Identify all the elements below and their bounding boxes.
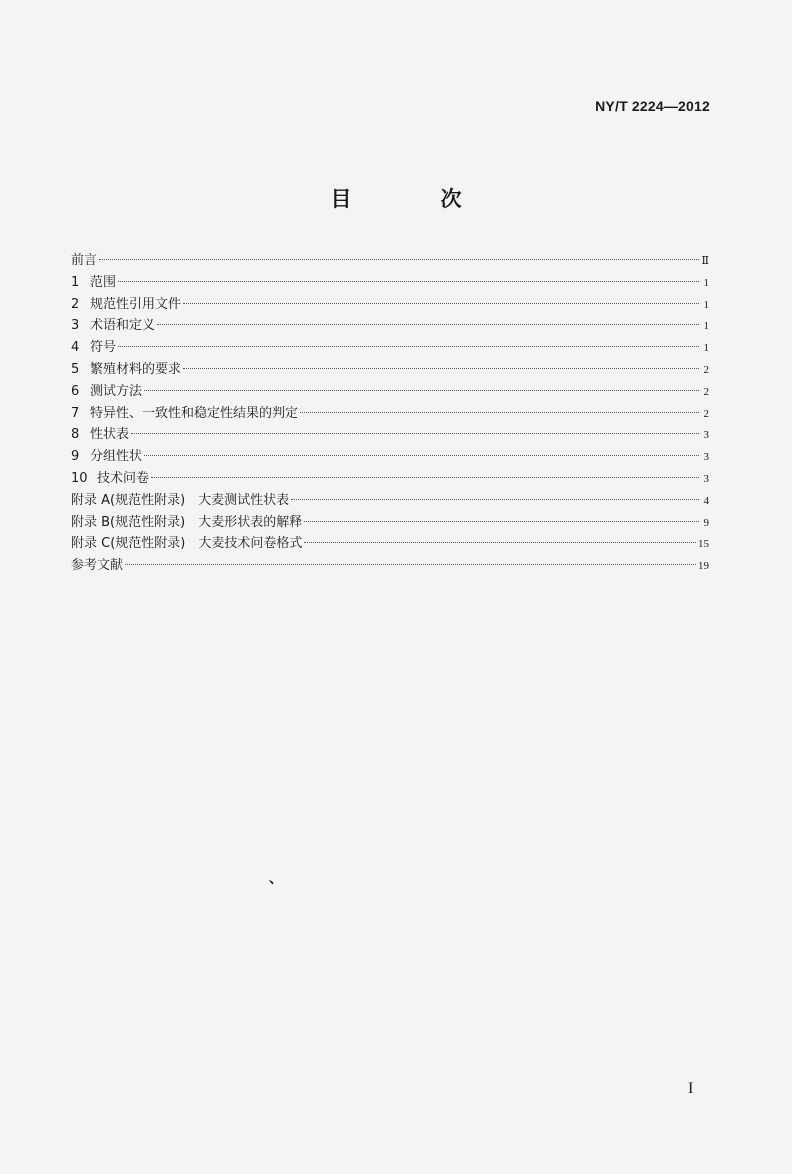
toc-entry[interactable] bbox=[71, 380, 709, 402]
toc-entry[interactable] bbox=[71, 336, 709, 358]
toc-entry-number: 8 bbox=[71, 427, 80, 443]
toc-entry-number: 9 bbox=[71, 449, 80, 465]
toc-entry-page: 2 bbox=[703, 385, 709, 398]
toc-entry[interactable] bbox=[71, 293, 709, 315]
toc-dot-leader bbox=[291, 499, 699, 500]
toc-entry-number: 4 bbox=[71, 340, 80, 356]
toc-entry[interactable] bbox=[71, 445, 709, 467]
toc-entry-page: 1 bbox=[703, 298, 709, 311]
page-title: 目 次 bbox=[330, 187, 496, 211]
toc-entry-title: 测试方法 bbox=[90, 383, 143, 399]
toc-entry-page: 1 bbox=[703, 276, 709, 289]
toc-entry-page: 2 bbox=[703, 363, 709, 376]
toc-entry-title: 术语和定义 bbox=[90, 318, 156, 334]
toc-dot-leader bbox=[183, 303, 699, 304]
toc-dot-leader bbox=[151, 477, 699, 478]
toc-entry-page: 15 bbox=[698, 538, 709, 551]
toc-entry[interactable] bbox=[71, 511, 709, 533]
toc-entry-number: 6 bbox=[71, 383, 80, 399]
toc-entry[interactable] bbox=[71, 467, 709, 489]
toc-entry-title: 符号 bbox=[90, 340, 117, 356]
toc-entry-page: 1 bbox=[703, 342, 709, 355]
toc-entry-page: 3 bbox=[703, 451, 709, 464]
toc-dot-leader bbox=[300, 412, 699, 413]
toc-dot-leader bbox=[144, 390, 699, 391]
toc-entry-title: 参考文献 bbox=[71, 558, 124, 574]
toc-entry-title: 附录 B(规范性附录) 大麦形状表的解释 bbox=[71, 514, 303, 530]
toc-entry-page: 2 bbox=[703, 407, 709, 420]
toc-entry-title: 附录 A(规范性附录) 大麦测试性状表 bbox=[71, 492, 290, 508]
toc-dot-leader bbox=[157, 324, 699, 325]
toc-dot-leader bbox=[131, 433, 699, 434]
toc-dot-leader bbox=[125, 564, 696, 565]
toc-entry[interactable] bbox=[71, 271, 709, 293]
toc-entry-title: 范围 bbox=[90, 274, 117, 290]
toc-entry-number: 10 bbox=[71, 470, 88, 486]
toc-dot-leader bbox=[304, 542, 696, 543]
toc-entry[interactable] bbox=[71, 554, 709, 576]
toc-dot-leader bbox=[144, 455, 699, 456]
toc-entry-title: 附录 C(规范性附录) 大麦技术问卷格式 bbox=[71, 536, 303, 552]
toc-entry[interactable] bbox=[71, 489, 709, 511]
toc-entry-title: 规范性引用文件 bbox=[90, 296, 182, 312]
toc-entry-page: 3 bbox=[703, 429, 709, 442]
toc-entry-number: 3 bbox=[71, 318, 80, 334]
toc-entry-page: 3 bbox=[703, 472, 709, 485]
toc-entry-page: Ⅱ bbox=[701, 255, 709, 267]
toc-entry-page: 19 bbox=[698, 560, 709, 573]
toc-entry-page: 1 bbox=[703, 320, 709, 333]
toc-dot-leader bbox=[118, 346, 699, 347]
toc-entry-number: 7 bbox=[71, 405, 80, 421]
toc-entry-number: 5 bbox=[71, 361, 80, 377]
toc-entry-number: 1 bbox=[71, 274, 80, 290]
stray-mark: 、 bbox=[269, 871, 283, 887]
toc-entry[interactable] bbox=[71, 249, 709, 271]
page-number: I bbox=[688, 1080, 694, 1097]
toc-entry[interactable] bbox=[71, 423, 709, 445]
toc-entry-page: 9 bbox=[703, 516, 709, 529]
toc-entry[interactable] bbox=[71, 402, 709, 424]
toc-entry-title: 分组性状 bbox=[90, 449, 143, 465]
toc-entry-number: 2 bbox=[71, 296, 80, 312]
toc-dot-leader bbox=[118, 281, 699, 282]
standard-code: NY/T 2224—2012 bbox=[595, 98, 710, 114]
toc-entry-title: 特异性、一致性和稳定性结果的判定 bbox=[90, 405, 299, 421]
toc-entry-title: 繁殖材料的要求 bbox=[90, 361, 182, 377]
toc-entry-page: 4 bbox=[703, 494, 709, 507]
toc-entry[interactable] bbox=[71, 532, 709, 554]
toc-entry[interactable] bbox=[71, 358, 709, 380]
toc-dot-leader bbox=[183, 368, 699, 369]
table-of-contents bbox=[71, 249, 709, 576]
toc-entry-title: 前言 bbox=[71, 253, 98, 268]
toc-dot-leader bbox=[304, 521, 699, 522]
toc-entry[interactable] bbox=[71, 314, 709, 336]
toc-entry-title: 性状表 bbox=[90, 427, 130, 443]
toc-dot-leader bbox=[99, 259, 699, 260]
toc-entry-title: 技术问卷 bbox=[97, 470, 150, 486]
